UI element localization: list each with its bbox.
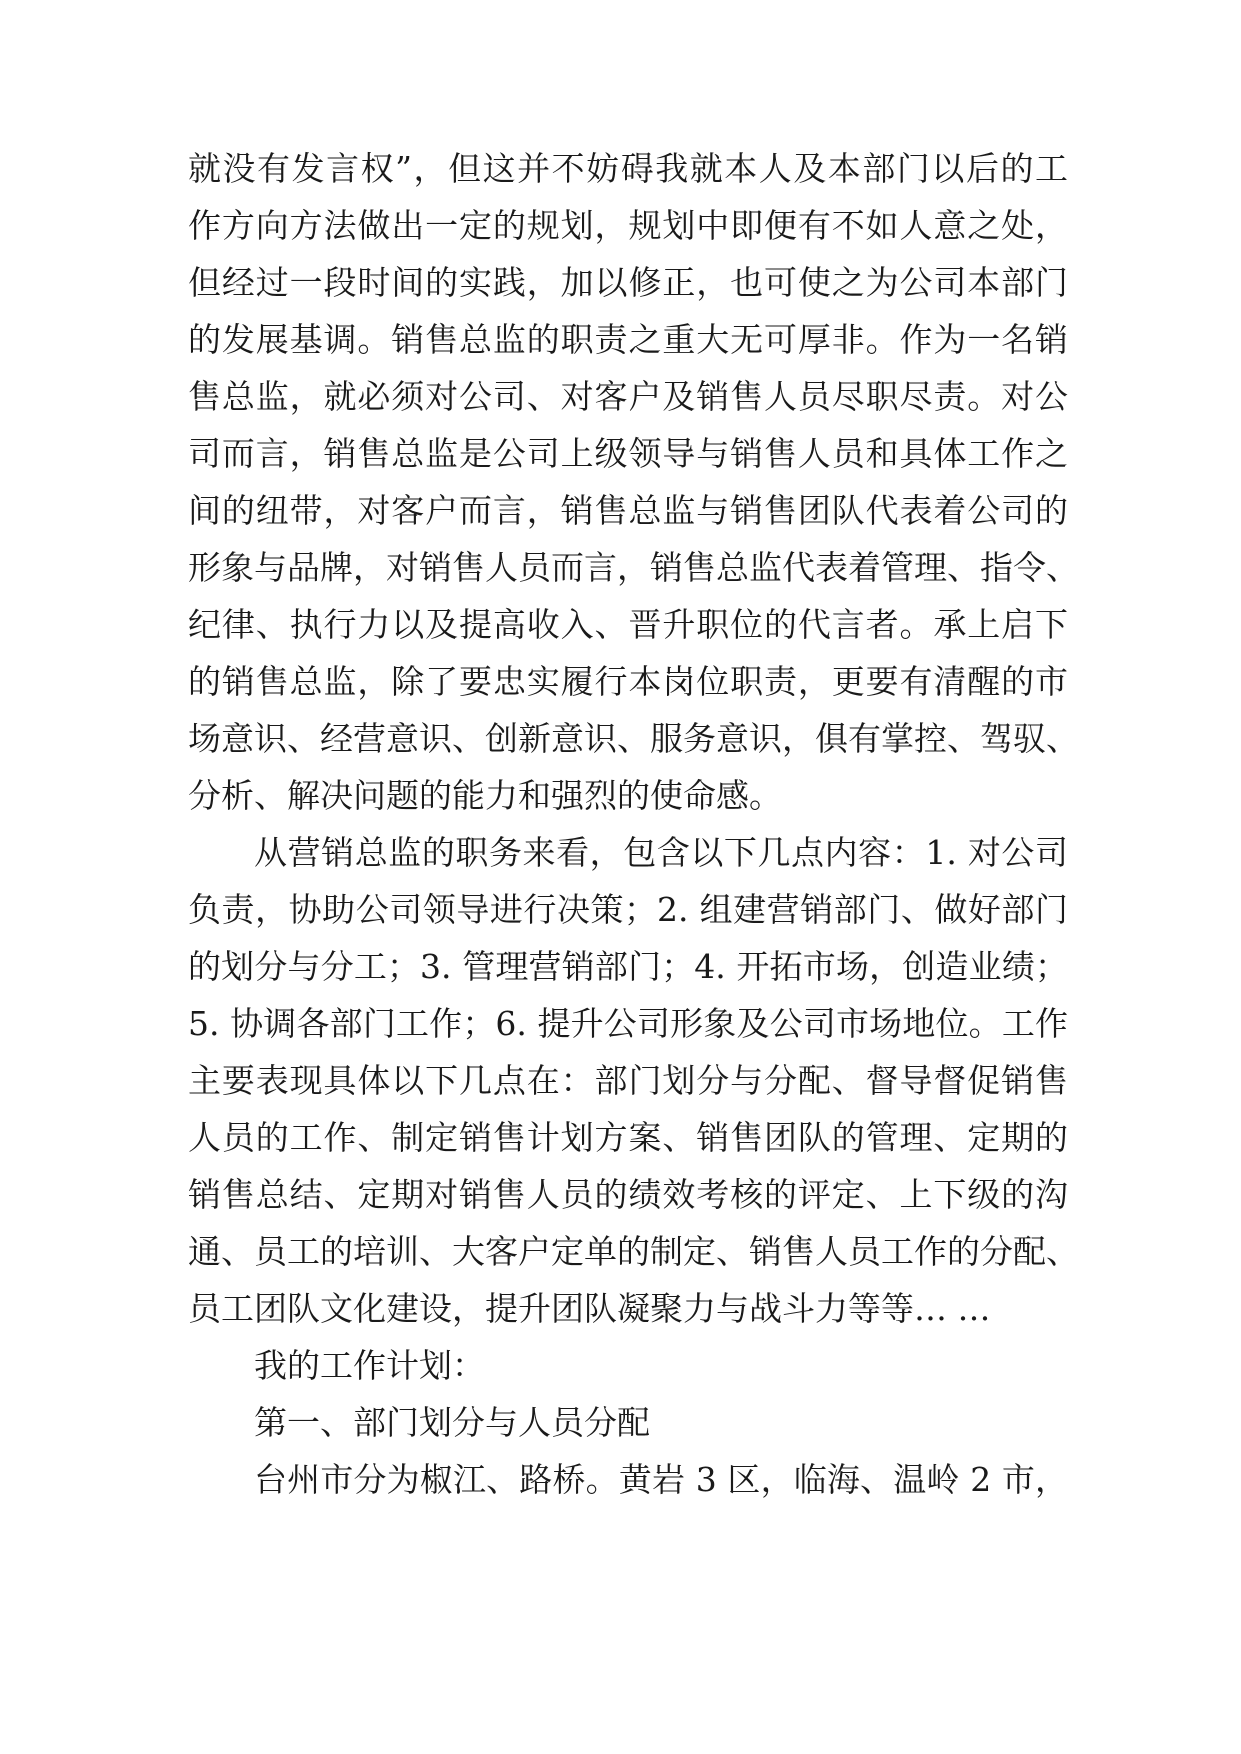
paragraph-line: 分析、解决问题的能力和强烈的使命感。 [188,776,782,815]
section-heading: 第一、部门划分与人员分配 [254,1403,650,1442]
paragraph-line: 作方向方法做出一定的规划，规划中即便有不如人意之处， [188,206,1068,245]
paragraph-line: 纪律、执行力以及提高收入、晋升职位的代言者。承上启下 [188,605,1068,644]
paragraph-line: 主要表现具体以下几点在：部门划分与分配、督导督促销售 [188,1061,1068,1100]
paragraph-line: 的销售总监，除了要忠实履行本岗位职责，更要有清醒的市 [188,662,1068,701]
paragraph-line: 从营销总监的职务来看，包含以下几点内容：1. 对公司 [254,833,1068,872]
paragraph-line: 员工团队文化建设，提升团队凝聚力与战斗力等等… … [188,1289,991,1328]
paragraph-line: 司而言，销售总监是公司上级领导与销售人员和具体工作之 [188,434,1068,473]
paragraph-line: 形象与品牌，对销售人员而言，销售总监代表着管理、指令、 [188,548,1079,587]
paragraph-line: 但经过一段时间的实践，加以修正，也可使之为公司本部门 [188,263,1068,302]
paragraph-line: 负责，协助公司领导进行决策；2. 组建营销部门、做好部门 [188,890,1068,929]
paragraph-line: 场意识、经营意识、创新意识、服务意识，俱有掌控、驾驭、 [188,719,1079,758]
paragraph-line: 台州市分为椒江、路桥。黄岩 3 区，临海、温岭 2 市， [254,1460,1068,1499]
paragraph-line: 的划分与分工；3. 管理营销部门；4. 开拓市场，创造业绩； [188,947,1068,986]
paragraph-line: 售总监，就必须对公司、对客户及销售人员尽职尽责。对公 [188,377,1068,416]
paragraph-line: 人员的工作、制定销售计划方案、销售团队的管理、定期的 [188,1118,1068,1157]
paragraph-line: 5. 协调各部门工作；6. 提升公司形象及公司市场地位。工作 [188,1004,1068,1043]
paragraph-line: 通、员工的培训、大客户定单的制定、销售人员工作的分配、 [188,1232,1079,1271]
paragraph-line: 就没有发言权”，但这并不妨碍我就本人及本部门以后的工 [188,149,1068,188]
paragraph-line: 销售总结、定期对销售人员的绩效考核的评定、上下级的沟 [188,1175,1068,1214]
paragraph-line: 间的纽带，对客户而言，销售总监与销售团队代表着公司的 [188,491,1068,530]
paragraph-line: 的发展基调。销售总监的职责之重大无可厚非。作为一名销 [188,320,1068,359]
section-heading: 我的工作计划： [254,1346,485,1385]
